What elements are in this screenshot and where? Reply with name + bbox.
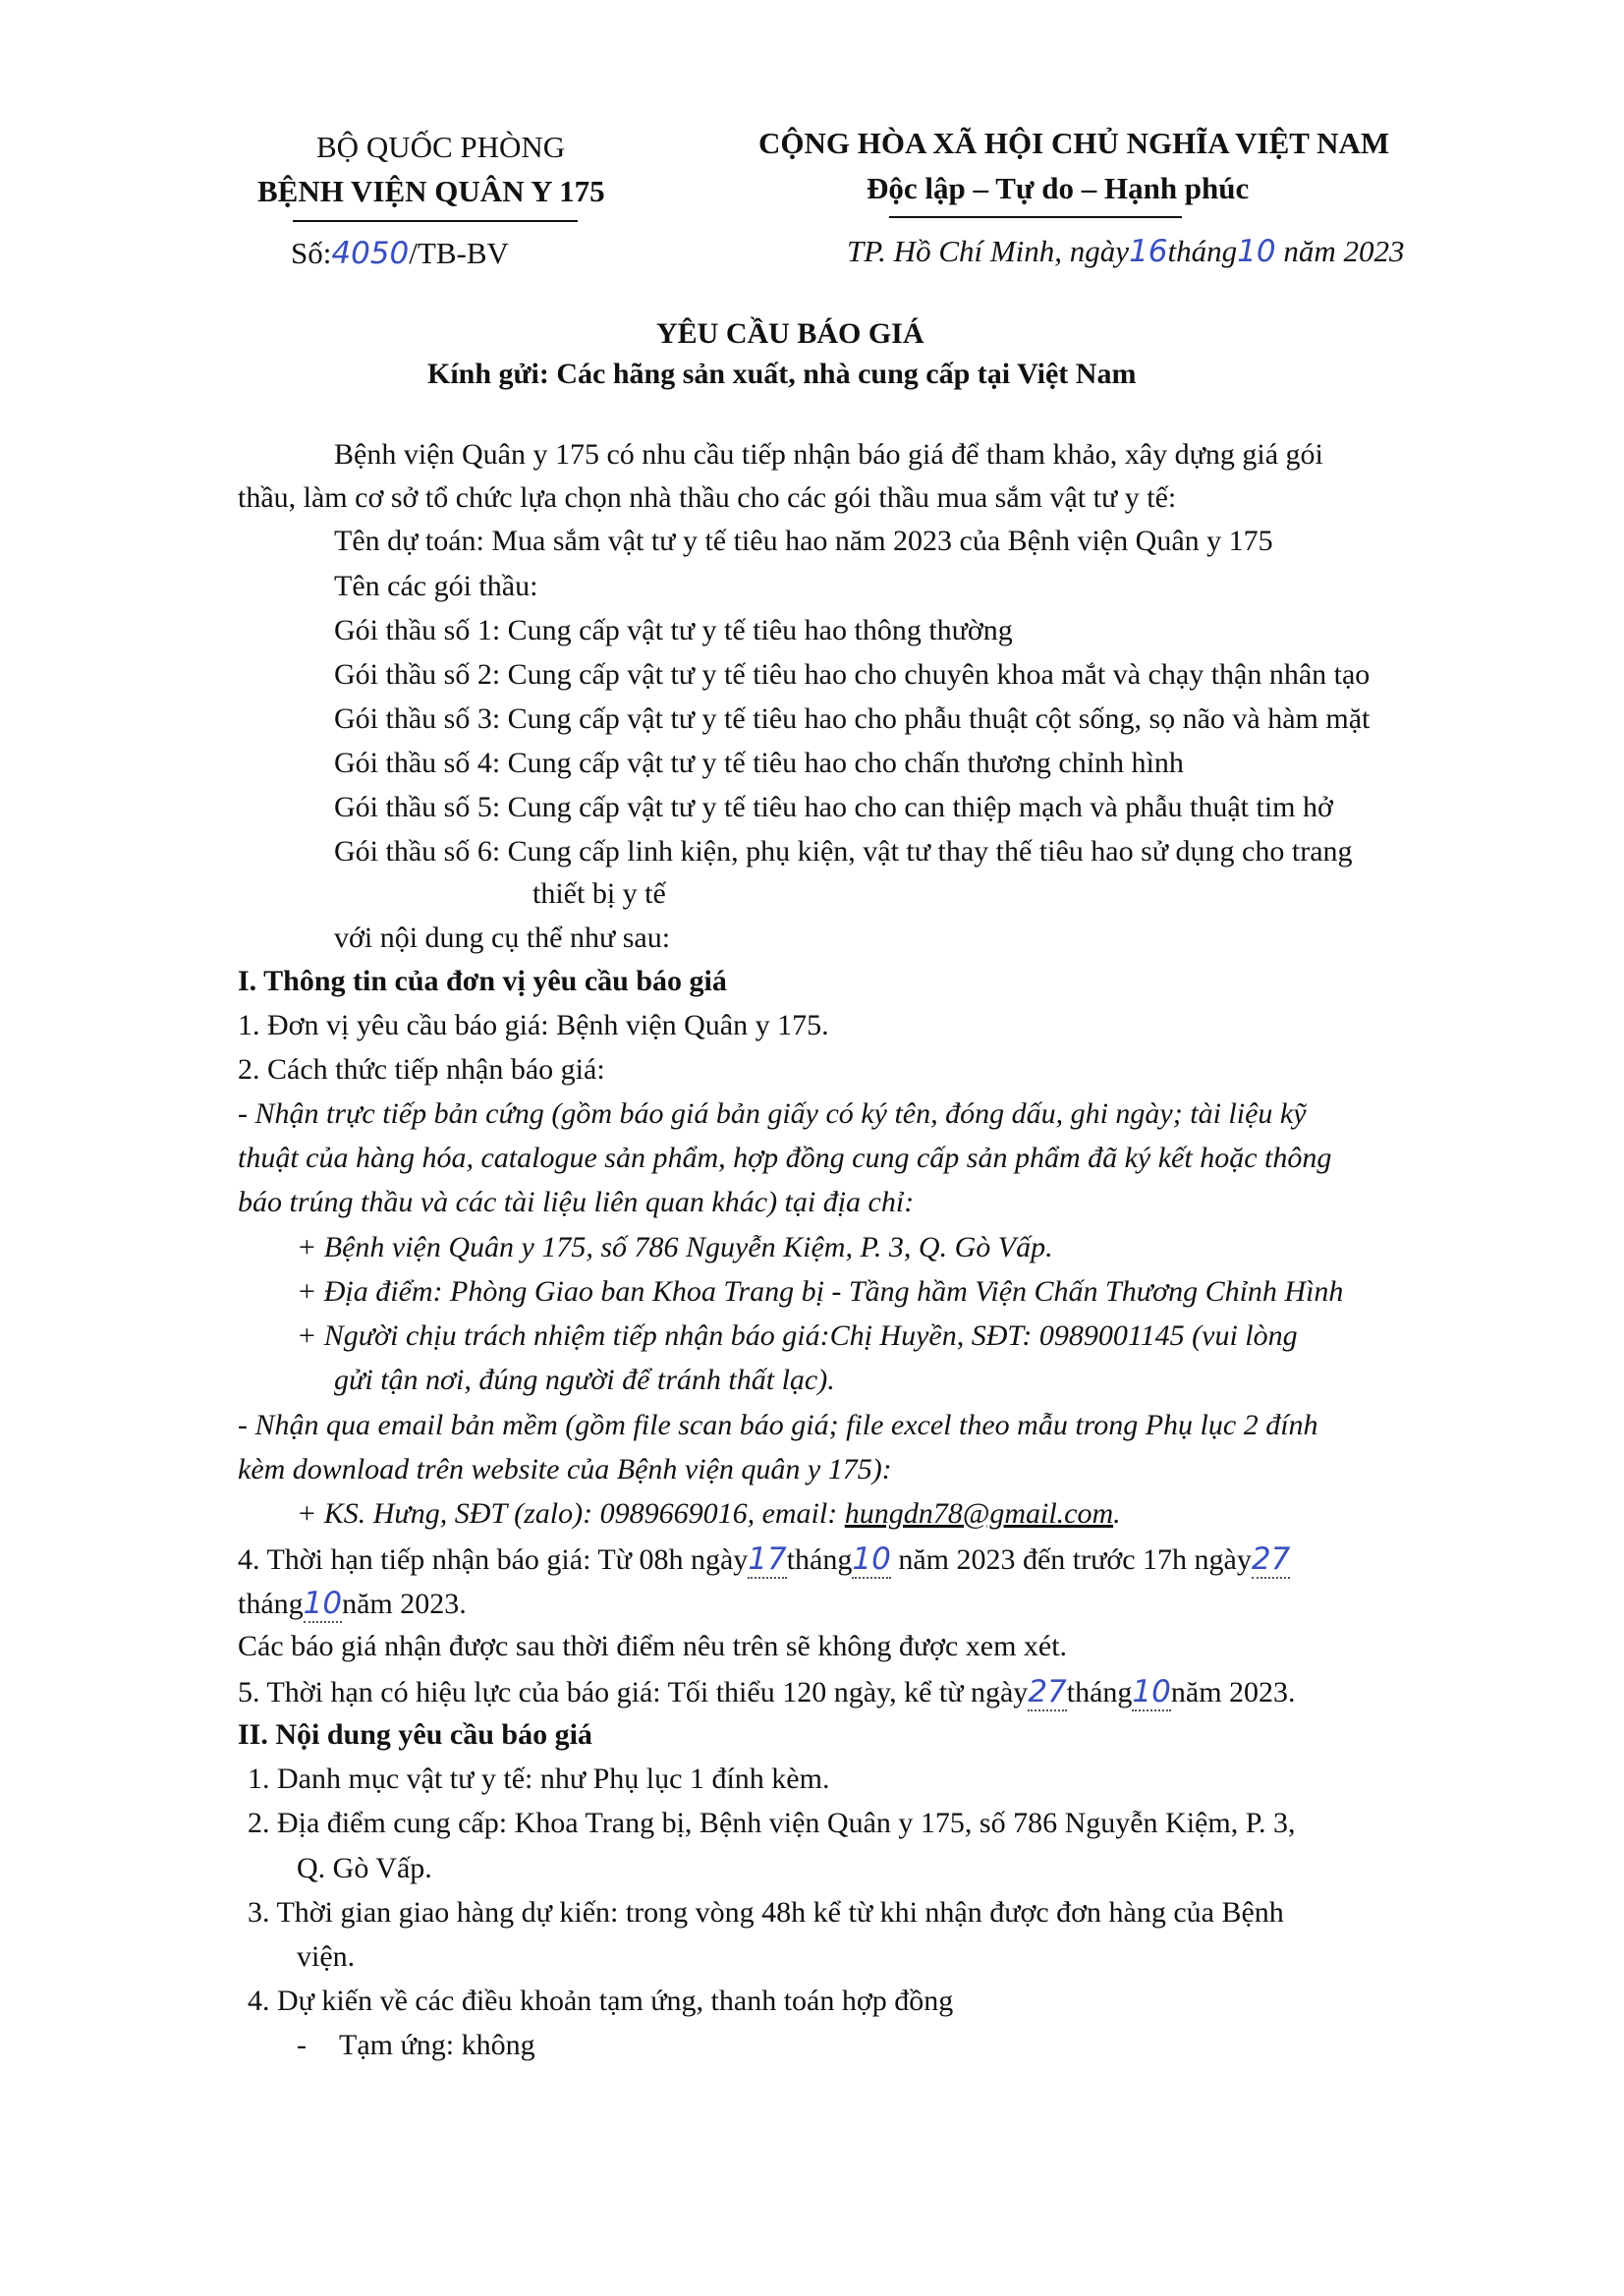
intro-line-2: thầu, làm cơ sở tổ chức lựa chọn nhà thầu cho các gói thầu mua sắm vật tư y tế: (238, 481, 1177, 514)
recipient-line: Kính gửi: Các hãng sản xuất, nhà cung cấp tại Việt Nam (427, 358, 1137, 390)
hospital-name: BỆNH VIỆN QUÂN Y 175 (257, 174, 605, 208)
document-number: Số:4050/TB-BV (291, 236, 509, 271)
country-name: CỘNG HÒA XÃ HỘI CHỦ NGHĨA VIỆT NAM (758, 126, 1390, 160)
section-2-item-1: 1. Danh mục vật tư y tế: như Phụ lục 1 đính kèm. (248, 1763, 830, 1795)
section-1-item-4: 4. Thời hạn tiếp nhận báo giá: Từ 08h ngày17tháng10 năm 2023 đến trước 17h ngày27 (238, 1541, 1291, 1577)
ministry-name: BỘ QUỐC PHÒNG (316, 130, 566, 164)
packages-label: Tên các gói thầu: (334, 570, 538, 602)
estimate-name: Tên dự toán: Mua sắm vật tư y tế tiêu hao năm 2023 của Bệnh viện Quân y 175 (334, 525, 1273, 557)
address-line-1: + Bệnh viện Quân y 175, số 786 Nguyễn Kiệm, P. 3, Q. Gò Vấp. (297, 1231, 1053, 1263)
section-2-item-4: 4. Dự kiến về các điều khoản tạm ứng, thanh toán hợp đồng (248, 1985, 954, 2017)
handwritten-day: 27 (1251, 1541, 1291, 1577)
handwritten-day: 27 (1028, 1674, 1067, 1709)
address-line-2: + Địa điểm: Phòng Giao ban Khoa Trang bị - Tầng hầm Viện Chấn Thương Chỉnh Hình (297, 1275, 1344, 1308)
package-item: Gói thầu số 6: Cung cấp linh kiện, phụ kiện, vật tư thay thế tiêu hao sử dụng cho trang (334, 835, 1353, 868)
section-2-heading: II. Nội dung yêu cầu báo giá (238, 1718, 592, 1751)
section-2-item-2-cont: Q. Gò Vấp. (297, 1852, 432, 1884)
section-2-item-3: 3. Thời gian giao hàng dự kiến: trong vòng 48h kể từ khi nhận được đơn hàng của Bệnh (248, 1896, 1284, 1929)
handwritten-number: 4050 (331, 236, 410, 271)
package-item: Gói thầu số 4: Cung cấp vật tư y tế tiêu hao cho chấn thương chỉnh hình (334, 747, 1184, 779)
address-line-3: + Người chịu trách nhiệm tiếp nhận báo giá:Chị Huyền, SĐT: 0989001145 (vui lòng (297, 1319, 1298, 1352)
section-1-item-2: 2. Cách thức tiếp nhận báo giá: (238, 1053, 605, 1086)
late-note: Các báo giá nhận được sau thời điểm nêu trên sẽ không được xem xét. (238, 1630, 1068, 1662)
national-motto: Độc lập – Tự do – Hạnh phúc (867, 171, 1250, 205)
package-item: Gói thầu số 1: Cung cấp vật tư y tế tiêu hao thông thường (334, 614, 1013, 646)
document-title: YÊU CẦU BÁO GIÁ (656, 317, 924, 350)
handwritten-day: 17 (748, 1541, 787, 1577)
handwritten-month: 10 (1237, 234, 1276, 269)
handwritten-month: 10 (303, 1586, 343, 1621)
direct-receipt-line-3: báo trúng thầu và các tài liệu liên quan khác) tại địa chỉ: (238, 1186, 915, 1218)
bullet-dash: - (297, 2029, 307, 2061)
content-intro: với nội dung cụ thể như sau: (334, 922, 671, 954)
section-1-item-1: 1. Đơn vị yêu cầu báo giá: Bệnh viện Quân y 175. (238, 1009, 829, 1041)
section-1-item-4-cont: tháng10năm 2023. (238, 1586, 467, 1621)
email-receipt-line-1: - Nhận qua email bản mềm (gồm file scan báo giá; file excel theo mẫu trong Phụ lục 2 đính (238, 1409, 1318, 1441)
section-2-item-2: 2. Địa điểm cung cấp: Khoa Trang bị, Bệnh viện Quân y 175, số 786 Nguyễn Kiệm, P. 3, (248, 1807, 1296, 1839)
address-line-3-cont: gửi tận nơi, đúng người để tránh thất lạc). (334, 1364, 835, 1396)
intro-line-1: Bệnh viện Quân y 175 có nhu cầu tiếp nhận báo giá để tham khảo, xây dựng giá gói (334, 438, 1323, 471)
section-1-heading: I. Thông tin của đơn vị yêu cầu báo giá (238, 965, 727, 997)
handwritten-day: 16 (1129, 234, 1168, 269)
package-item: Gói thầu số 5: Cung cấp vật tư y tế tiêu hao cho can thiệp mạch và phẫu thuật tim hở (334, 791, 1333, 823)
package-6-continuation: thiết bị y tế (532, 877, 666, 910)
email-receipt-line-2: kèm download trên website của Bệnh viện quân y 175): (238, 1453, 892, 1485)
contact-email-link[interactable]: hungdn78@gmail.com (844, 1497, 1114, 1530)
hospital-underline (293, 220, 578, 222)
place-date: TP. Hồ Chí Minh, ngày16tháng10 năm 2023 (847, 234, 1405, 269)
direct-receipt-line-2: thuật của hàng hóa, catalogue sản phẩm, hợp đồng cung cấp sản phẩm đã ký kết hoặc thông (238, 1142, 1332, 1174)
section-1-item-5: 5. Thời hạn có hiệu lực của báo giá: Tối thiểu 120 ngày, kể từ ngày27tháng10năm 2023. (238, 1674, 1296, 1709)
handwritten-month: 10 (852, 1541, 891, 1577)
section-2-item-3-cont: viện. (297, 1940, 356, 1973)
package-item: Gói thầu số 3: Cung cấp vật tư y tế tiêu hao cho phẫu thuật cột sống, sọ não và hàm mặt (334, 702, 1371, 735)
motto-underline (889, 216, 1182, 218)
contact-line: + KS. Hưng, SĐT (zalo): 0989669016, email: hungdn78@gmail.com. (297, 1497, 1121, 1530)
direct-receipt-line-1: - Nhận trực tiếp bản cứng (gồm báo giá bản giấy có ký tên, đóng dấu, ghi ngày; tài liệu kỹ (238, 1097, 1307, 1130)
package-item: Gói thầu số 2: Cung cấp vật tư y tế tiêu hao cho chuyên khoa mắt và chạy thận nhân tạo (334, 658, 1371, 691)
advance-payment: Tạm ứng: không (339, 2029, 535, 2061)
handwritten-month: 10 (1132, 1674, 1171, 1709)
